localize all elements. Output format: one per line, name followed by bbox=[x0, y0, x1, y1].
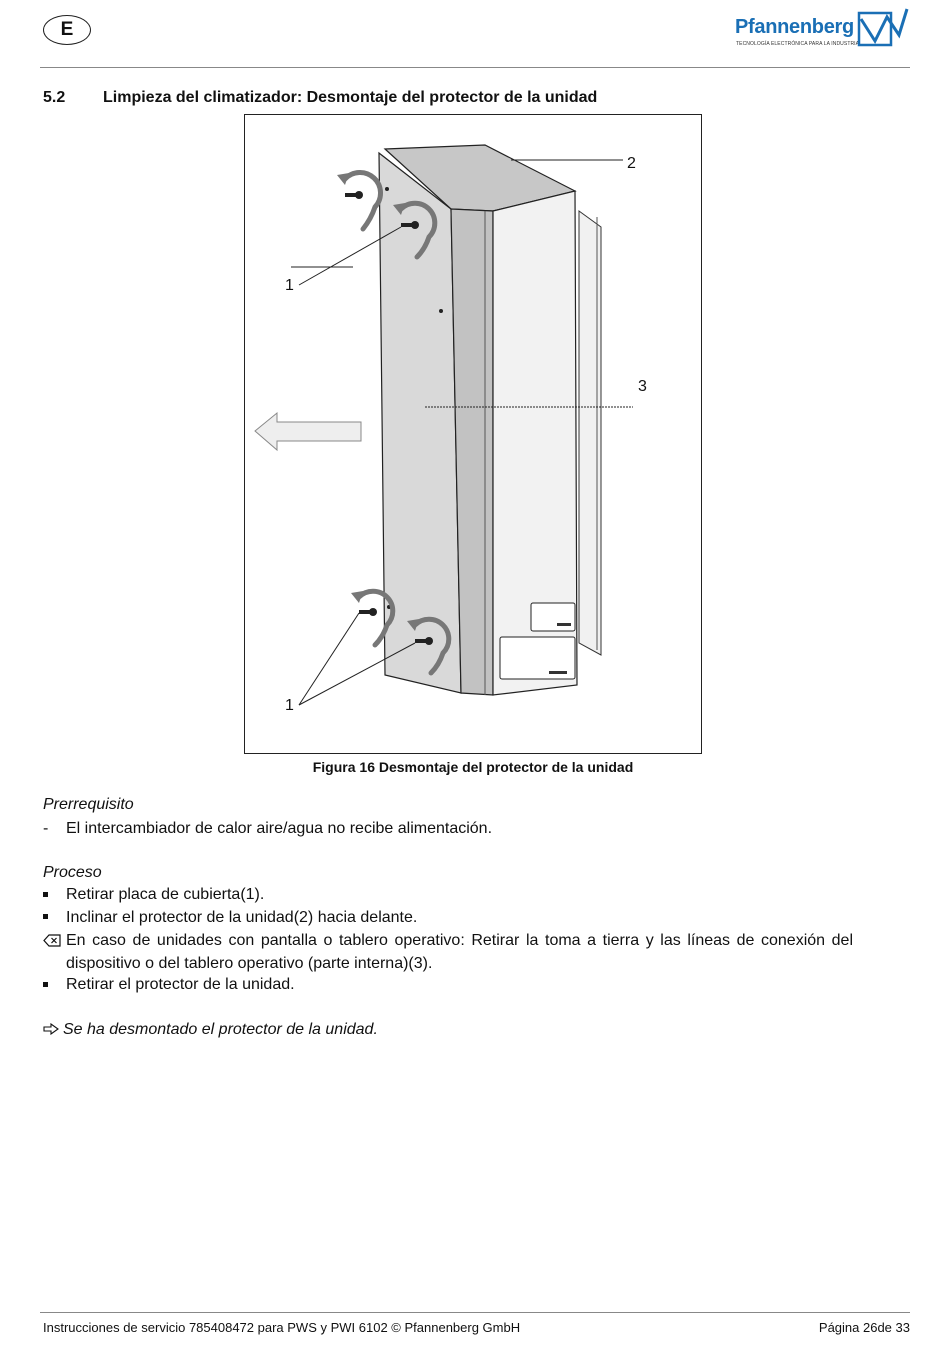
process-heading: Proceso bbox=[43, 864, 102, 881]
process-step-3: Retirar el protector de la unidad. bbox=[66, 976, 295, 993]
brand-mark-icon bbox=[857, 7, 909, 47]
brand-logo bbox=[735, 7, 910, 49]
header-rule bbox=[40, 67, 910, 68]
callout-1-bottom: 1 bbox=[285, 697, 294, 714]
result-text: Se ha desmontado el protector de la unidad. bbox=[63, 1021, 378, 1038]
process-step-1: Retirar placa de cubierta(1). bbox=[66, 886, 265, 903]
unit-illustration bbox=[245, 115, 701, 753]
result-arrow-icon bbox=[43, 1023, 59, 1035]
brand-tagline: TECNOLOGÍA ELECTRÓNICA PARA LA INDUSTRIA bbox=[736, 41, 860, 47]
callout-1-top: 1 bbox=[285, 277, 294, 294]
footer-rule bbox=[40, 1312, 910, 1313]
process-note-line-1: En caso de unidades con pantalla o tablero operativo: Retirar la toma a tierra y las líneas de conexión del bbox=[66, 932, 853, 949]
figure-caption: Figura 16 Desmontaje del protector de la unidad bbox=[312, 759, 634, 775]
prereq-heading: Prerrequisito bbox=[43, 796, 134, 813]
process-note-line-2: dispositivo o del tablero operativo (parte interna)(3). bbox=[66, 955, 433, 972]
prereq-item: El intercambiador de calor aire/agua no recibe alimentación. bbox=[66, 820, 493, 837]
prereq-dash: - bbox=[43, 820, 49, 837]
language-badge bbox=[43, 15, 91, 45]
section-title: Limpieza del climatizador: Desmontaje del protector de la unidad bbox=[103, 89, 598, 106]
callout-2: 2 bbox=[627, 155, 636, 172]
footer-page-number: Página 26de 33 bbox=[818, 1320, 910, 1335]
language-code: E bbox=[60, 19, 74, 40]
figure-frame bbox=[244, 114, 702, 754]
bullet-marker bbox=[43, 982, 48, 987]
footer-document-info: Instrucciones de servicio 785408472 para PWS y PWI 6102 © Pfannenberg GmbH bbox=[43, 1320, 521, 1335]
callout-3: 3 bbox=[638, 378, 647, 395]
section-number: 5.2 bbox=[43, 89, 66, 106]
process-step-2: Inclinar el protector de la unidad(2) hacia delante. bbox=[66, 909, 418, 926]
bullet-marker bbox=[43, 892, 48, 897]
clear-key-icon bbox=[43, 934, 61, 947]
bullet-marker bbox=[43, 914, 48, 919]
brand-name: Pfannenberg bbox=[735, 16, 854, 38]
